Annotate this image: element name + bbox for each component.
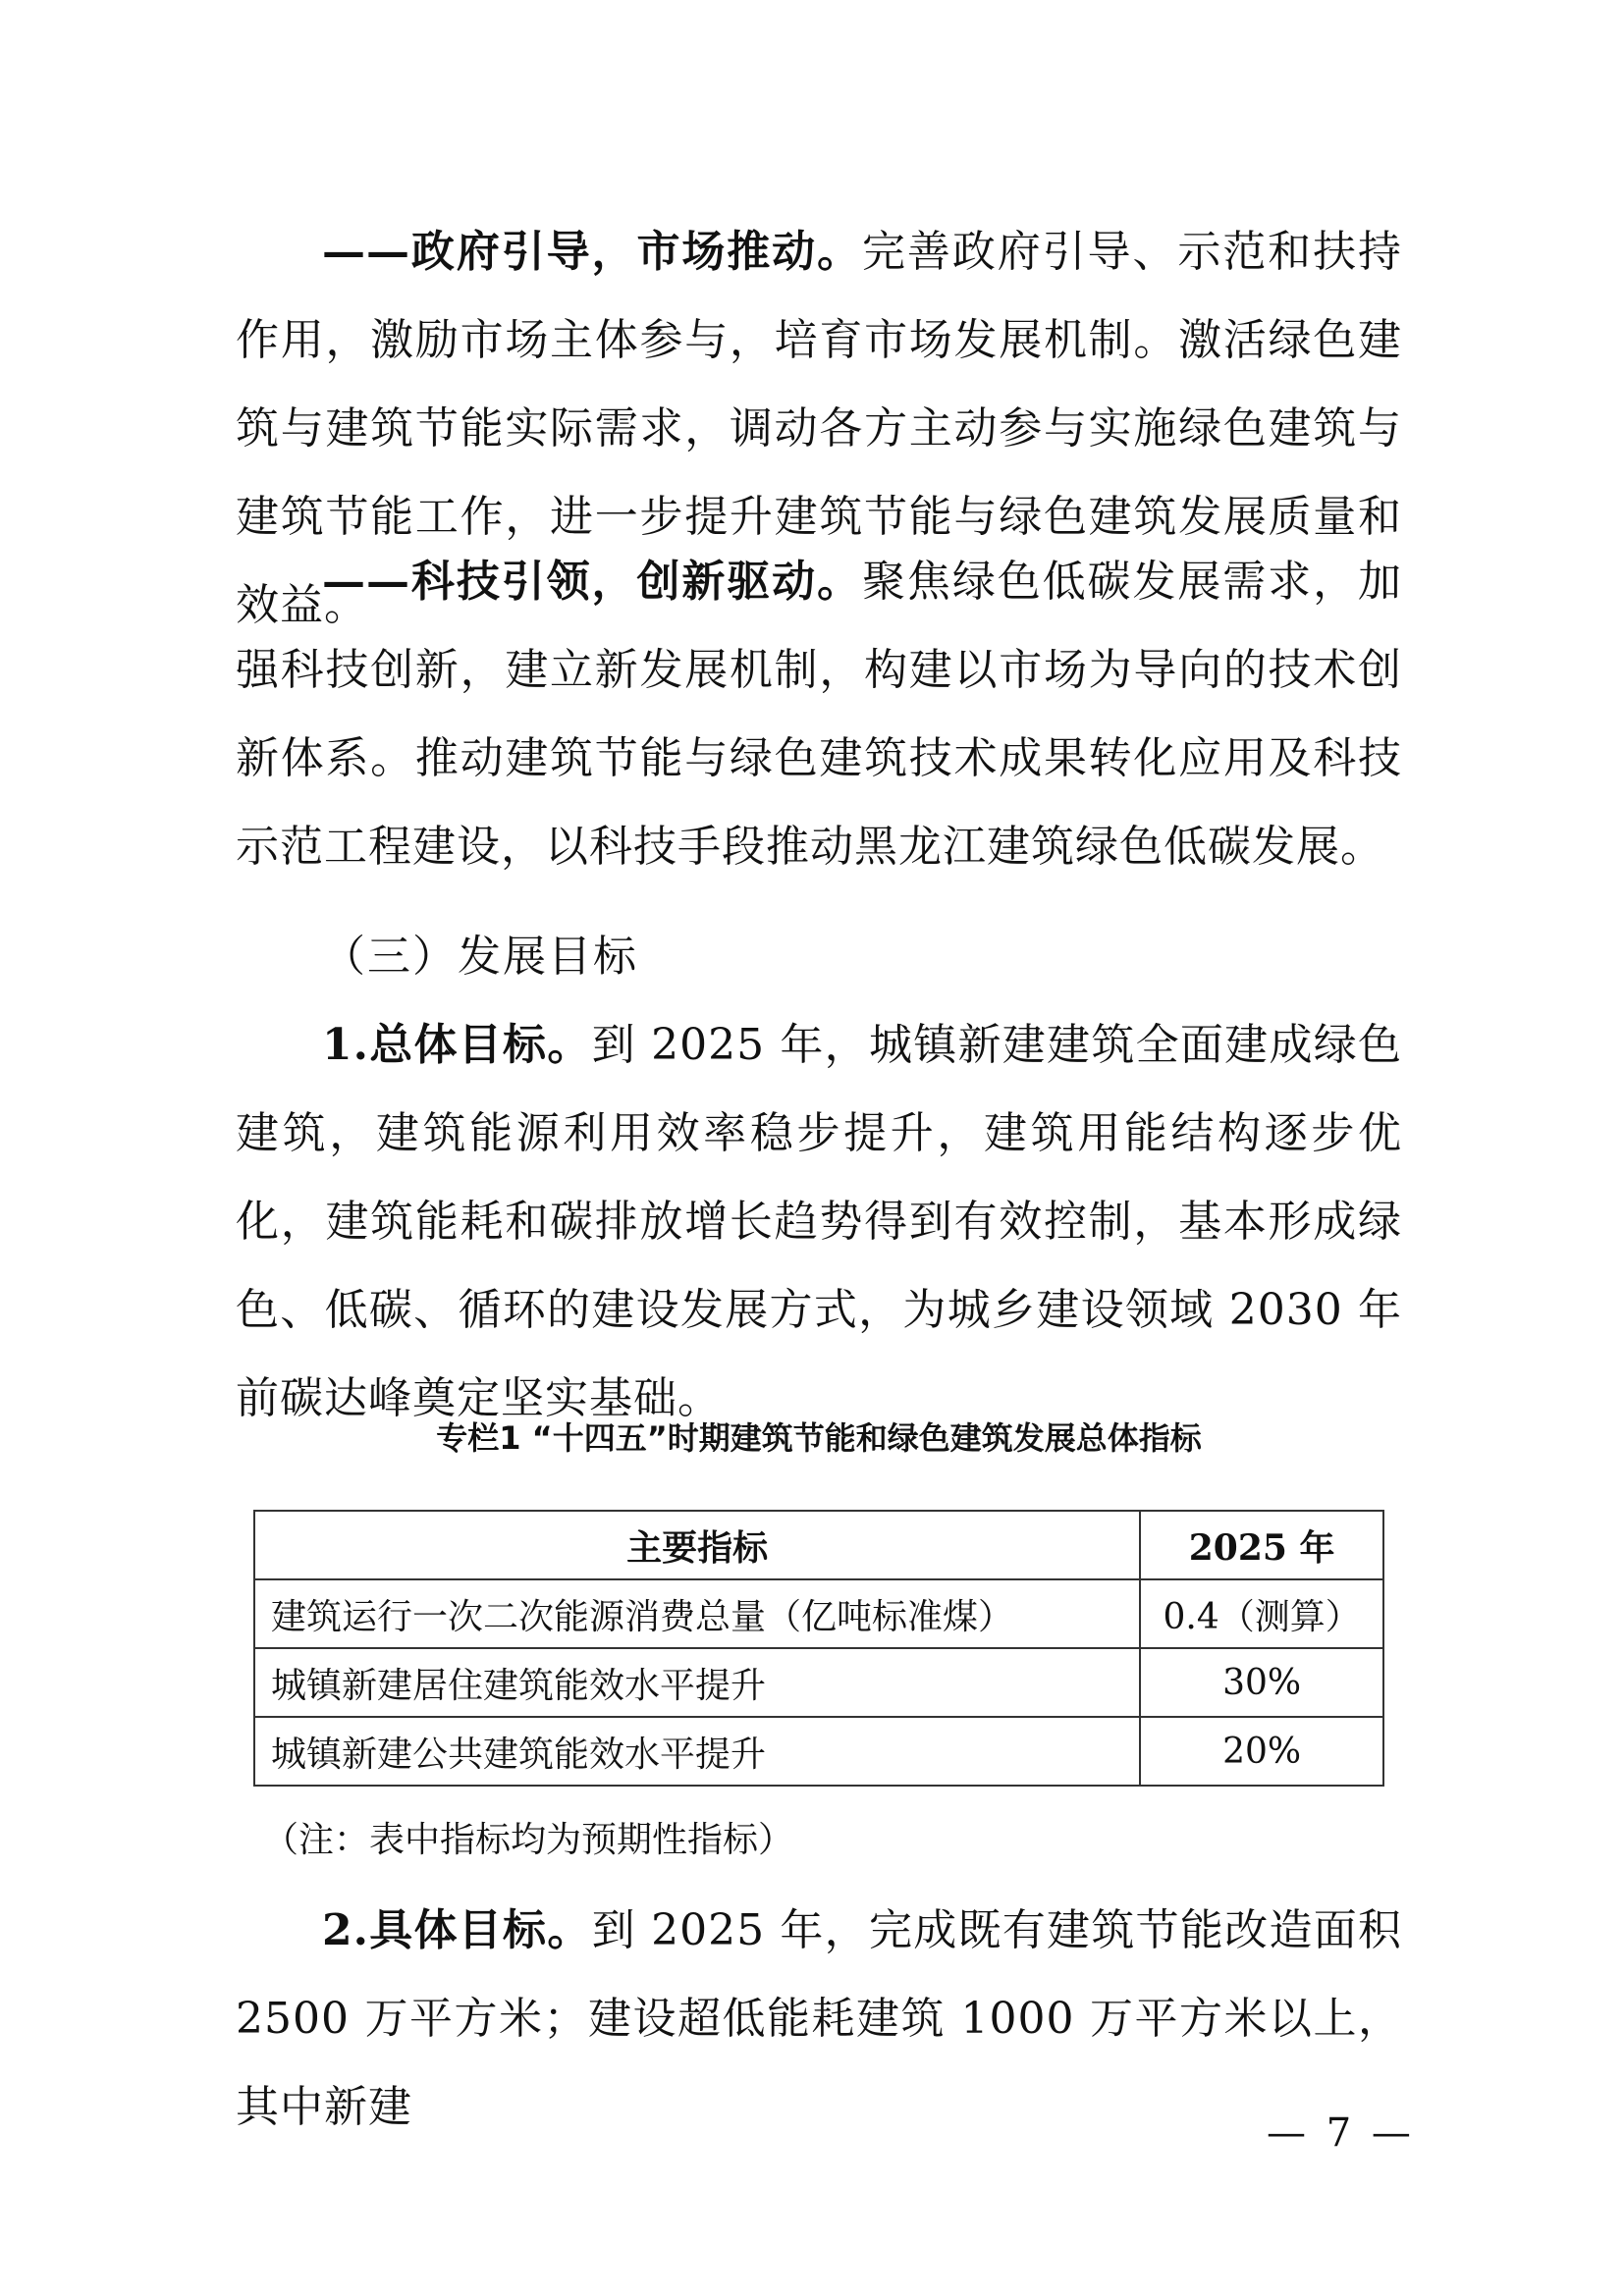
page-number: — 7 — bbox=[1267, 2110, 1415, 2156]
table-caption: 专栏1 “十四五”时期建筑节能和绿色建筑发展总体指标 bbox=[436, 1419, 1202, 1457]
specific-goal-text: 到 2025 年，完成既有建筑节能改造面积 2500 万平方米；建设超低能耗建筑 1000 万平方米以上，其中新建 bbox=[236, 1905, 1403, 2132]
indicator-cell: 城镇新建居住建筑能效水平提升 bbox=[254, 1648, 1140, 1717]
indicator-cell: 城镇新建公共建筑能效水平提升 bbox=[254, 1717, 1140, 1786]
overall-goal-lead: 1.总体目标。 bbox=[322, 1020, 592, 1070]
column-header-indicator: 主要指标 bbox=[254, 1511, 1140, 1579]
column-header-year: 2025 年 bbox=[1140, 1511, 1383, 1579]
value-cell: 0.4（测算） bbox=[1140, 1579, 1383, 1648]
specific-goal-paragraph bbox=[236, 1887, 1402, 2152]
value-cell: 30% bbox=[1140, 1648, 1383, 1717]
principle-lead: ——政府引导，市场推动。 bbox=[322, 227, 862, 277]
table-row bbox=[254, 1717, 1383, 1786]
table-header-row bbox=[254, 1511, 1383, 1579]
indicator-table bbox=[253, 1510, 1384, 1787]
principle-lead: ——科技引领，创新驱动。 bbox=[322, 557, 862, 607]
table-note: （注：表中指标均为预期性指标） bbox=[263, 1820, 794, 1860]
overall-goal-text: 到 2025 年，城镇新建建筑全面建成绿色建筑，建筑能源利用效率稳步提升，建筑用能结构逐步优化，建筑能耗和碳排放增长趋势得到有效控制，基本形成绿色、低碳、循环的建设发展方式，为城乡建设领域 2030 年前碳达峰奠定坚实基础。 bbox=[236, 1020, 1403, 1423]
principle-text: 完善政府引导、示范和扶持作用，激励市场主体参与，培育市场发展机制。激活绿色建筑与建筑节能实际需求，调动各方主动参与实施绿色建筑与建筑节能工作，进一步提升建筑节能与绿色建筑发展质量和效益。 bbox=[236, 227, 1402, 630]
overall-goal-paragraph bbox=[236, 1001, 1402, 1443]
table-row bbox=[254, 1648, 1383, 1717]
table-row bbox=[254, 1579, 1383, 1648]
principle-paragraph-technology bbox=[236, 538, 1402, 891]
value-cell: 20% bbox=[1140, 1717, 1383, 1786]
section-heading: （三）发展目标 bbox=[322, 932, 638, 982]
specific-goal-lead: 2.具体目标。 bbox=[322, 1905, 592, 1955]
indicator-cell: 建筑运行一次二次能源消费总量（亿吨标准煤） bbox=[254, 1579, 1140, 1648]
principle-text: 聚焦绿色低碳发展需求，加强科技创新，建立新发展机制，构建以市场为导向的技术创新体系。推动建筑节能与绿色建筑技术成果转化应用及科技示范工程建设，以科技手段推动黑龙江建筑绿色低碳发展。 bbox=[236, 557, 1402, 872]
